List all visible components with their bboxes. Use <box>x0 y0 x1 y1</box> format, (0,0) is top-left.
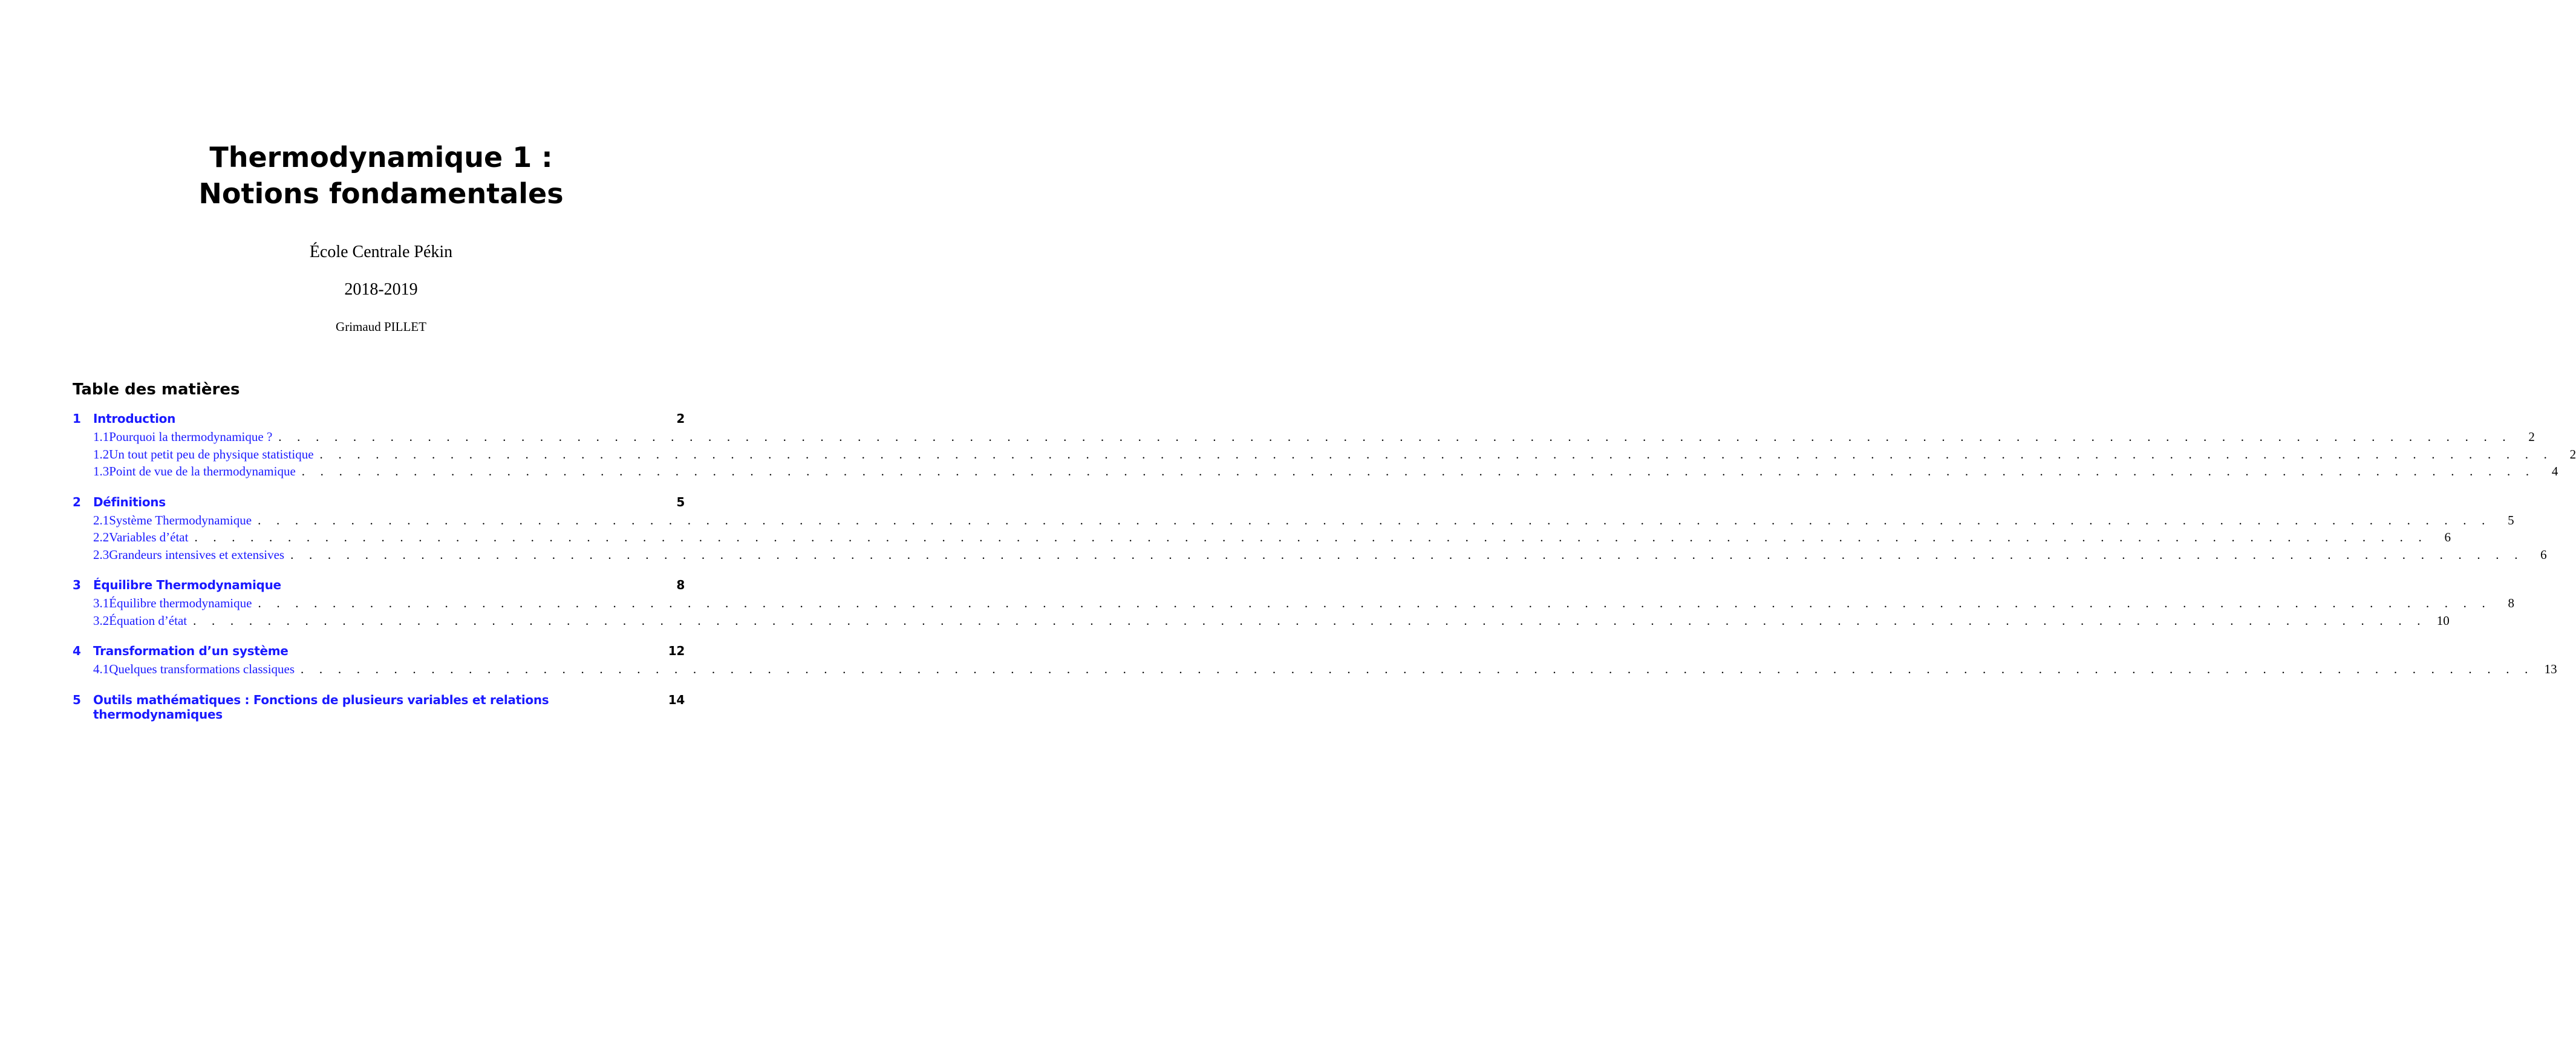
document-title-line-2: Notions fondamentales <box>198 177 564 210</box>
toc-subsection-link-2.2[interactable] <box>73 530 2451 547</box>
toc-section-link-5[interactable] <box>73 692 685 722</box>
toc-subsection-number: 2.3 <box>93 547 109 562</box>
toc-subsection-title: Quelques transformations classiques <box>109 662 295 676</box>
toc-subsection-title: Système Thermodynamique <box>109 512 252 527</box>
toc-dot-leader: . . . . . . . . . . . . . . . . . . . . . . . . . . . . . . . . . . . . . . . . . . . . . . . . . . . . . . . . . . . . . . . . . . . . . . . . . . . . . . . . . . . . . . . . . . . . . . . . . . . . . . . . . . . . . . . . . . . . . . . . <box>319 446 2554 462</box>
toc-subsection-title: Point de vue de la thermodynamique <box>109 464 296 478</box>
toc-section-link-1[interactable] <box>73 411 685 429</box>
toc-section-title: Équilibre Thermodynamique <box>93 578 281 592</box>
toc-section <box>73 494 2547 565</box>
toc-subsection-number: 3.1 <box>93 596 109 610</box>
toc-section-title: Définitions <box>93 494 166 509</box>
toc-section-number: 5 <box>73 692 81 707</box>
toc-dot-leader: . . . . . . . . . . . . . . . . . . . . . . . . . . . . . . . . . . . . . . . . . . . . . . . . . . . . . . . . . . . . . . . . . . . . . . . . . . . . . . . . . . . . . . . . . . . . . . . . . . . . . . . . . . . . . . . . . . . . . . . . <box>193 613 2427 628</box>
toc-subsection-number: 3.2 <box>93 613 109 628</box>
academic-year: 2018-2019 <box>344 280 418 299</box>
toc-subsection-page: 10 <box>2436 613 2450 628</box>
toc-section-page: 14 <box>668 692 685 707</box>
toc-section-page: 8 <box>676 578 685 592</box>
toc-subsection-link-1.2[interactable] <box>73 446 2576 465</box>
toc-subsection-title: Un tout petit peu de physique statistique <box>109 446 314 462</box>
toc-subsection-title: Grandeurs intensives et extensives <box>109 547 285 562</box>
toc-dot-leader: . . . . . . . . . . . . . . . . . . . . . . . . . . . . . . . . . . . . . . . . . . . . . . . . . . . . . . . . . . . . . . . . . . . . . . . . . . . . . . . . . . . . . . . . . . . . . . . . . . . . . . . . . . . . . . . . . . . . . . . . <box>278 429 2512 444</box>
table-of-contents <box>73 411 2576 722</box>
toc-dot-leader: . . . . . . . . . . . . . . . . . . . . . . . . . . . . . . . . . . . . . . . . . . . . . . . . . . . . . . . . . . . . . . . . . . . . . . . . . . . . . . . . . . . . . . . . . . . . . . . . . . . . . . . . . . . . . . . . . . . . . . . . <box>194 530 2428 544</box>
toc-subsection-title: Équilibre thermodynamique <box>109 596 252 610</box>
toc-subsection-link-2.3[interactable] <box>73 547 2547 565</box>
toc-section-link-2[interactable] <box>73 495 685 513</box>
toc-subsection-page: 5 <box>2508 512 2514 527</box>
toc-subsection-number: 2.2 <box>93 530 109 544</box>
toc-section-number: 4 <box>73 644 81 658</box>
toc-dot-leader: . . . . . . . . . . . . . . . . . . . . . . . . . . . . . . . . . . . . . . . . . . . . . . . . . . . . . . . . . . . . . . . . . . . . . . . . . . . . . . . . . . . . . . . . . . . . . . . . . . . . . . . . . . . . . . . . . . . . . . . . <box>290 547 2524 562</box>
toc-section-number: 2 <box>73 494 81 509</box>
toc-section <box>73 578 2515 630</box>
toc-subsection-number: 1.2 <box>93 446 109 462</box>
toc-section-title: Transformation d’un système <box>93 644 289 658</box>
toc-subsection-title: Pourquoi la thermodynamique ? <box>109 429 273 444</box>
toc-subsection-page: 6 <box>2444 530 2451 544</box>
toc-section-number: 3 <box>73 578 81 592</box>
toc-subsection-link-3.2[interactable] <box>73 613 2450 631</box>
toc-subsection-number: 1.1 <box>93 429 109 444</box>
toc-subsection-page: 8 <box>2508 596 2515 610</box>
toc-subsection-number: 4.1 <box>93 662 109 676</box>
toc-section-number: 1 <box>73 411 81 426</box>
toc-subsection-page: 4 <box>2551 464 2558 478</box>
toc-section <box>73 692 685 722</box>
toc-section-title: Outils mathématiques : Fonctions de plusieurs variables et relations thermodynamiques <box>93 692 549 722</box>
toc-section-link-4[interactable] <box>73 644 685 662</box>
toc-section <box>73 411 2576 482</box>
toc-section-title: Introduction <box>93 411 176 426</box>
toc-dot-leader: . . . . . . . . . . . . . . . . . . . . . . . . . . . . . . . . . . . . . . . . . . . . . . . . . . . . . . . . . . . . . . . . . . . . . . . . . . . . . . . . . . . . . . . . . . . . . . . . . . . . . . . . . . . . . . . . . . . . . . . . <box>258 512 2491 527</box>
toc-section <box>73 644 2557 679</box>
toc-subsection-number: 1.3 <box>93 464 109 478</box>
document-title-line-1: Thermodynamique 1 : <box>209 141 553 174</box>
toc-subsection-page: 13 <box>2544 662 2557 676</box>
toc-subsection-title: Variables d’état <box>109 530 189 544</box>
toc-dot-leader: . . . . . . . . . . . . . . . . . . . . . . . . . . . . . . . . . . . . . . . . . . . . . . . . . . . . . . . . . . . . . . . . . . . . . . . . . . . . . . . . . . . . . . . . . . . . . . . . . . . . . . . . . . . . . . . . . . . . . . . . <box>301 662 2534 676</box>
author-name: Grimaud PILLET <box>336 319 426 334</box>
toc-subsection-number: 2.1 <box>93 512 109 527</box>
toc-section-page: 12 <box>668 644 685 658</box>
toc-section-page: 5 <box>676 494 685 509</box>
toc-subsection-link-3.1[interactable] <box>73 596 2515 613</box>
toc-section-link-3[interactable] <box>73 578 685 596</box>
toc-section-page: 2 <box>676 411 685 426</box>
toc-subsection-link-4.1[interactable] <box>73 662 2557 679</box>
toc-subsection-page: 2 <box>2569 446 2576 462</box>
toc-subsection-title: Équation d’état <box>109 613 187 628</box>
toc-subsection-page: 2 <box>2528 429 2535 444</box>
toc-heading: Table des matières <box>73 380 240 399</box>
school-name: École Centrale Pékin <box>309 243 453 261</box>
toc-dot-leader: . . . . . . . . . . . . . . . . . . . . . . . . . . . . . . . . . . . . . . . . . . . . . . . . . . . . . . . . . . . . . . . . . . . . . . . . . . . . . . . . . . . . . . . . . . . . . . . . . . . . . . . . . . . . . . . . . . . . . . . . <box>301 464 2535 478</box>
toc-subsection-link-1.1[interactable] <box>73 429 2535 447</box>
toc-subsection-page: 6 <box>2540 547 2547 562</box>
toc-dot-leader: . . . . . . . . . . . . . . . . . . . . . . . . . . . . . . . . . . . . . . . . . . . . . . . . . . . . . . . . . . . . . . . . . . . . . . . . . . . . . . . . . . . . . . . . . . . . . . . . . . . . . . . . . . . . . . . . . . . . . . . . <box>258 596 2492 610</box>
toc-subsection-link-2.1[interactable] <box>73 512 2514 530</box>
toc-subsection-link-1.3[interactable] <box>73 464 2558 482</box>
